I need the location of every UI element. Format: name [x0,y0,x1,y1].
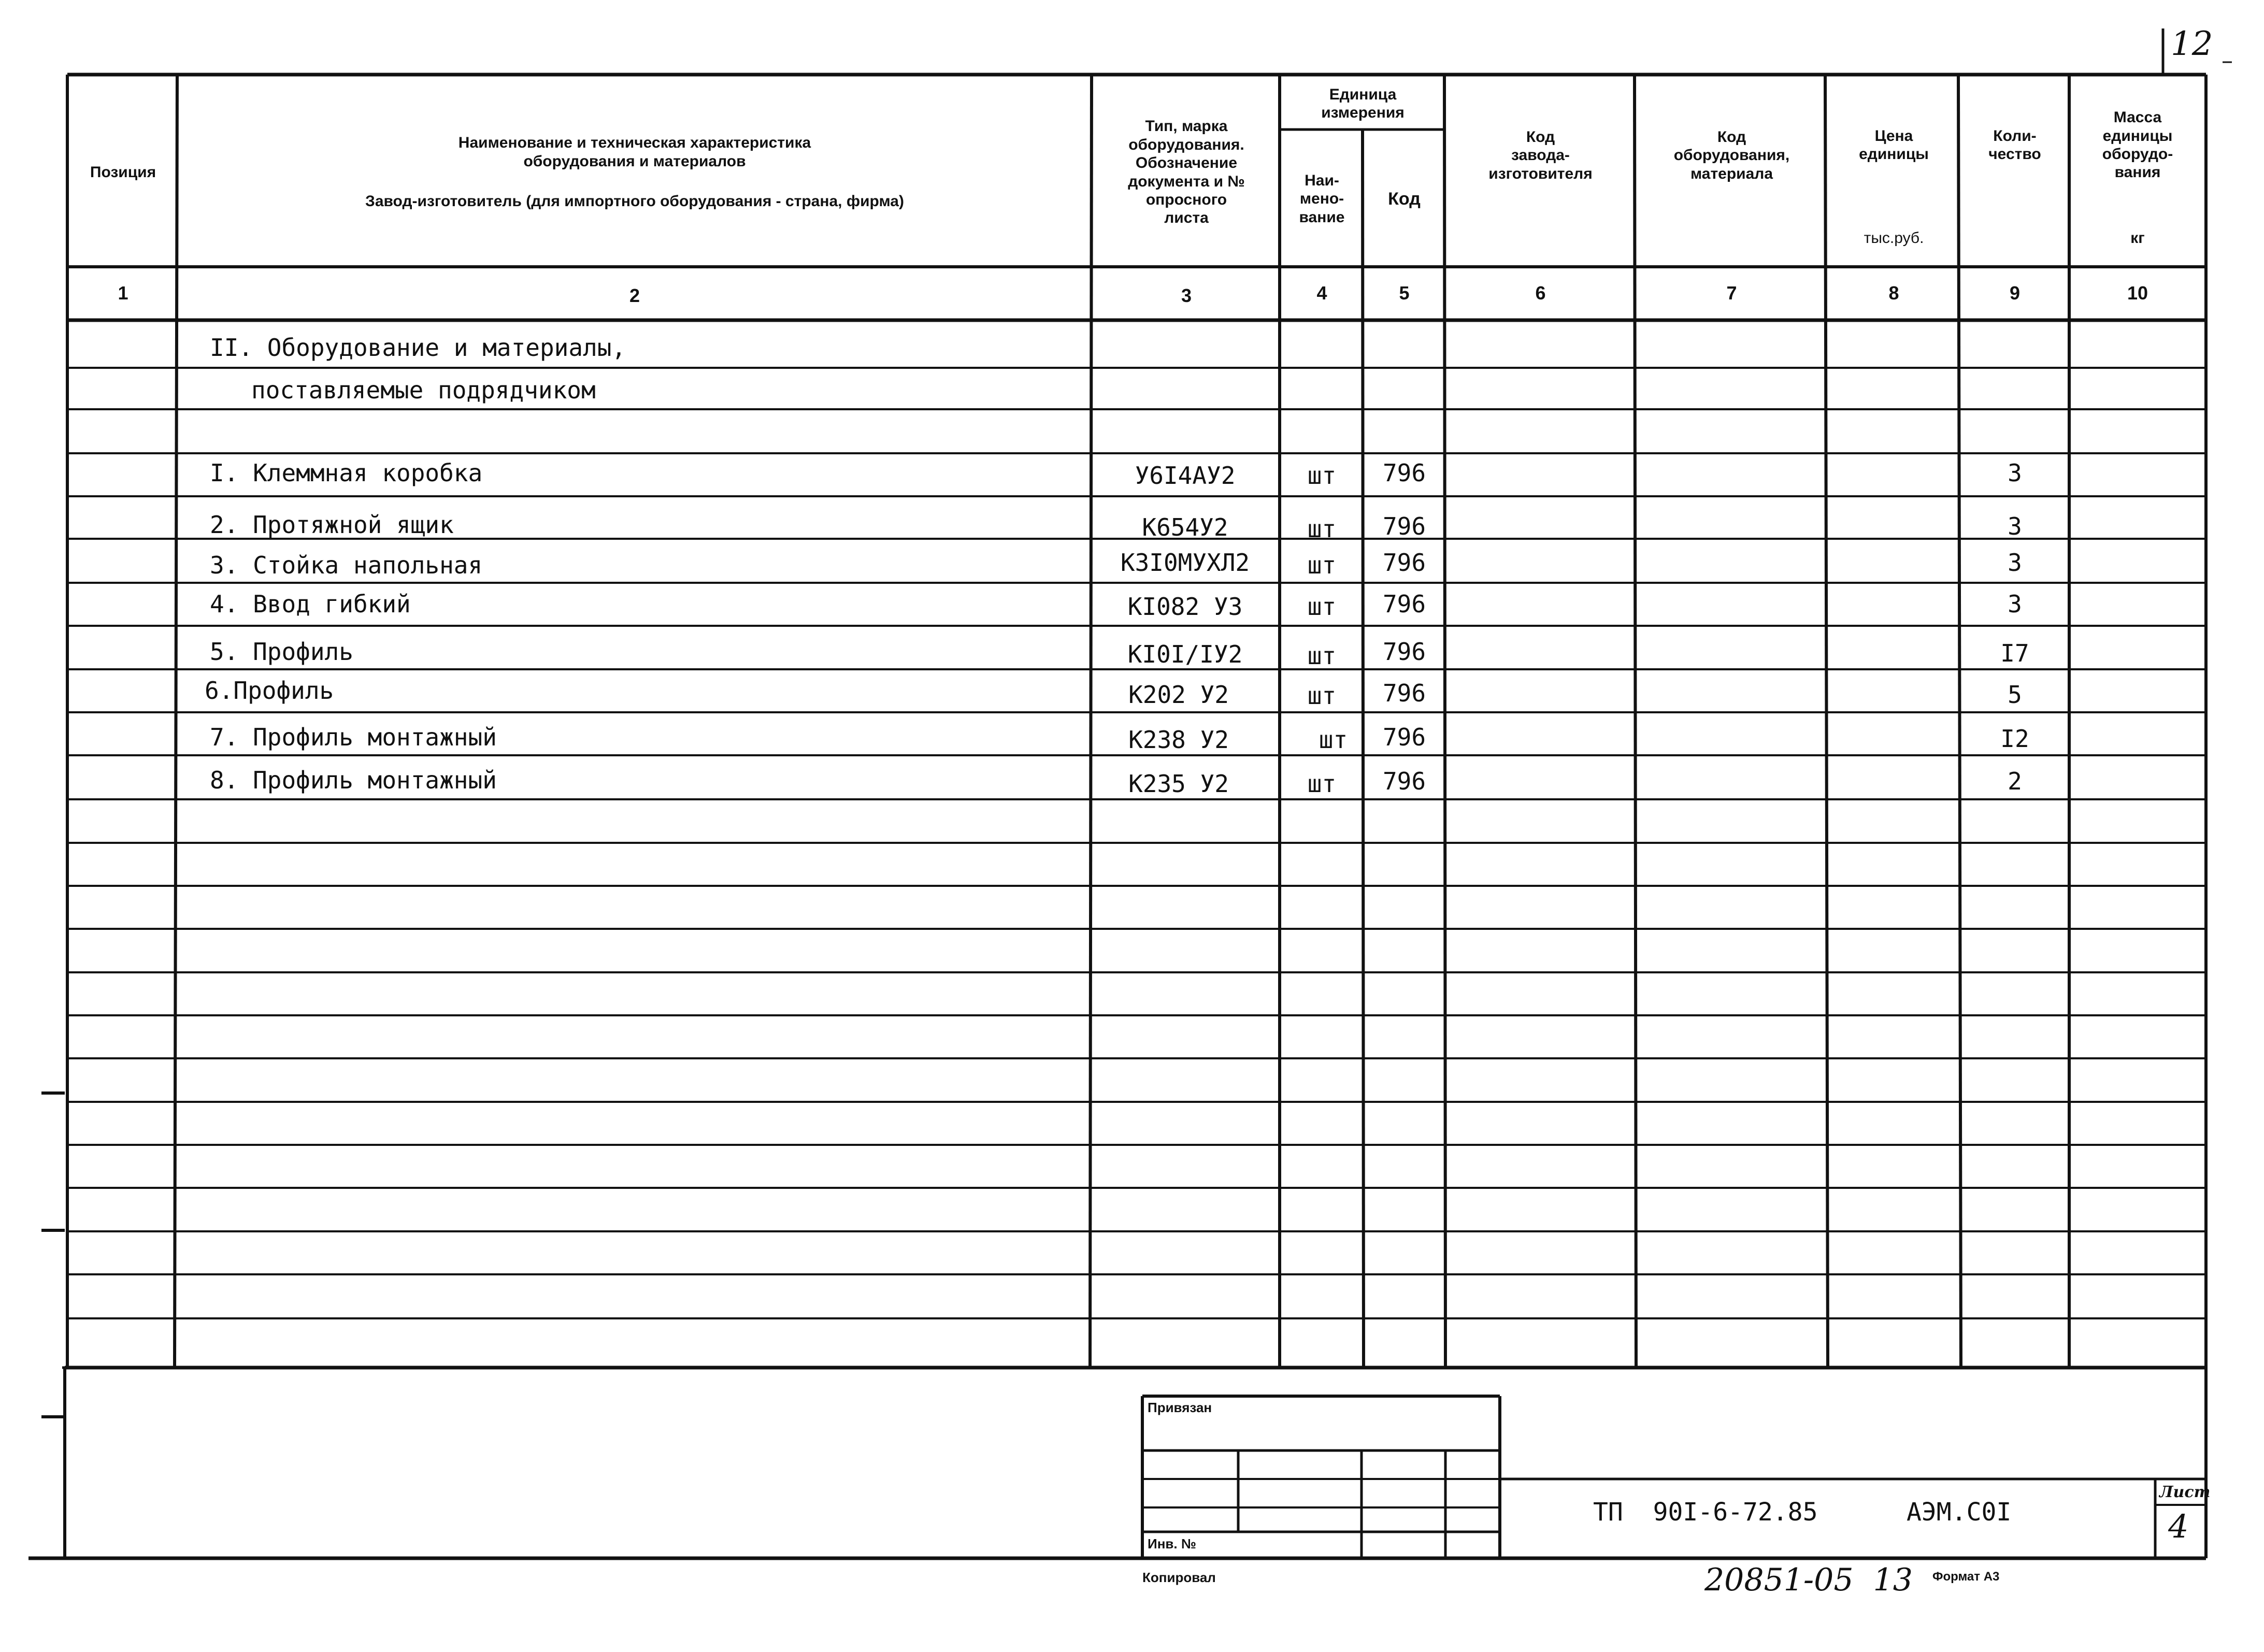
item-name: 8. Профиль монтажный [210,766,497,794]
item-name: 6.Профиль [205,677,334,705]
header-type [1093,78,1280,267]
item-unit: шт [1307,593,1337,621]
item-code: 796 [1382,638,1426,666]
stamp-list-label: Лист [2159,1483,2211,1501]
item-qty: 2 [2008,767,2022,795]
item-code: 796 [1382,679,1426,707]
stamp-doc-mark: АЭМ.С0I [1907,1498,2012,1527]
column-number: 1 [118,282,128,304]
header-position [70,78,176,267]
column-number: 7 [1726,282,1737,304]
header-price-unit-label: тыс.руб. [1864,229,1924,247]
stamp-doc-code: ТП 90I-6-72.85 [1593,1498,1818,1527]
stamp-inv: Инв. № [1148,1536,1196,1552]
item-qty: 3 [2008,459,2022,487]
item-qty: 3 [2008,549,2022,577]
item-qty: 5 [2008,681,2022,709]
column-number: 8 [1888,282,1899,304]
column-number: 10 [2127,282,2148,304]
header-equipment-code-label: Код оборудования, материала [1673,128,1790,182]
header-quantity [1961,83,2068,207]
item-type: К654У2 [1142,513,1228,541]
header-mass-unit [2070,223,2205,254]
item-code: 796 [1382,723,1426,751]
header-price-unit [1828,223,1960,254]
stamp-format: Формат А3 [1932,1570,2000,1584]
item-type: КI082 У3 [1127,593,1243,621]
section-subtitle: поставляемые подрядчиком [251,376,596,404]
item-unit: шт [1307,462,1337,490]
column-number: 6 [1535,282,1546,304]
header-mass-unit-label: кг [2130,229,2145,247]
item-type: К3I0МУХЛ2 [1120,549,1250,577]
item-code: 796 [1382,512,1426,540]
header-unit-group [1281,78,1444,130]
item-type: К235 У2 [1128,770,1229,798]
column-number: 4 [1316,282,1327,304]
header-name [179,78,1091,267]
item-name: 4. Ввод гибкий [210,590,411,618]
header-price-label: Цена единицы [1859,127,1929,163]
header-manufacturer-code [1446,78,1635,233]
item-name: I. Клеммная коробка [210,459,483,487]
item-unit: шт [1307,515,1337,543]
item-code: 796 [1382,767,1426,795]
header-manufacturer-label: Завод-изготовитель (для импортного оборудования - страна, фирма) [365,193,904,210]
header-mass [2070,96,2205,194]
item-unit: шт [1307,770,1337,798]
item-type: КI0I/IУ2 [1127,640,1243,668]
header-price [1828,83,1960,207]
item-unit: шт [1307,682,1337,710]
item-unit: шт [1319,726,1348,754]
item-code: 796 [1382,549,1426,577]
item-code: 796 [1382,590,1426,618]
item-qty: I7 [2000,639,2029,667]
header-equipment-code [1637,78,1826,233]
item-qty: 3 [2008,590,2022,618]
section-title: II. Оборудование и материалы, [210,334,626,362]
header-quantity-label: Коли- чество [1988,127,2041,163]
item-name: 2. Протяжной ящик [210,511,454,539]
item-code: 796 [1382,459,1426,487]
item-type: К202 У2 [1128,681,1229,709]
item-name: 5. Профиль [210,638,353,666]
header-unit-group-label: Единица измерения [1321,85,1405,121]
header-manufacturer-code-label: Код завода- изготовителя [1488,128,1593,182]
header-unit-name [1281,131,1363,267]
header-unit-name-label: Наи- мено- вание [1299,171,1345,226]
item-type: У6I4АУ2 [1135,462,1236,490]
column-number: 2 [629,285,640,306]
item-name: 3. Стойка напольная [210,551,483,579]
item-qty: I2 [2000,725,2029,753]
item-type: К238 У2 [1128,726,1229,754]
page-number: 12 [2171,25,2213,63]
column-number: 3 [1181,285,1192,306]
stamp-handwritten-number: 20851-05 13 [1704,1562,1913,1598]
stamp-kopiroval: Копировал [1142,1570,1216,1585]
item-unit: шт [1307,551,1337,579]
stamp-list-number: 4 [2168,1507,2189,1545]
column-number: 9 [2009,282,2021,304]
header-unit-code [1364,131,1444,267]
header-name-label: Наименование и техническая характеристика оборудования и материалов [458,134,811,170]
header-unit-code-label: Код [1388,189,1421,209]
column-number: 5 [1399,282,1410,304]
item-name: 7. Профиль монтажный [210,723,497,751]
item-qty: 3 [2008,512,2022,540]
header-position-label: Позиция [90,163,156,181]
header-mass-label: Масса единицы оборудо- вания [2102,109,2173,181]
header-type-label: Тип, марка оборудования. Обозначение документа и № опросного листа [1128,118,1245,227]
stamp-privyazan: Привязан [1148,1400,1212,1415]
item-unit: шт [1307,642,1337,670]
